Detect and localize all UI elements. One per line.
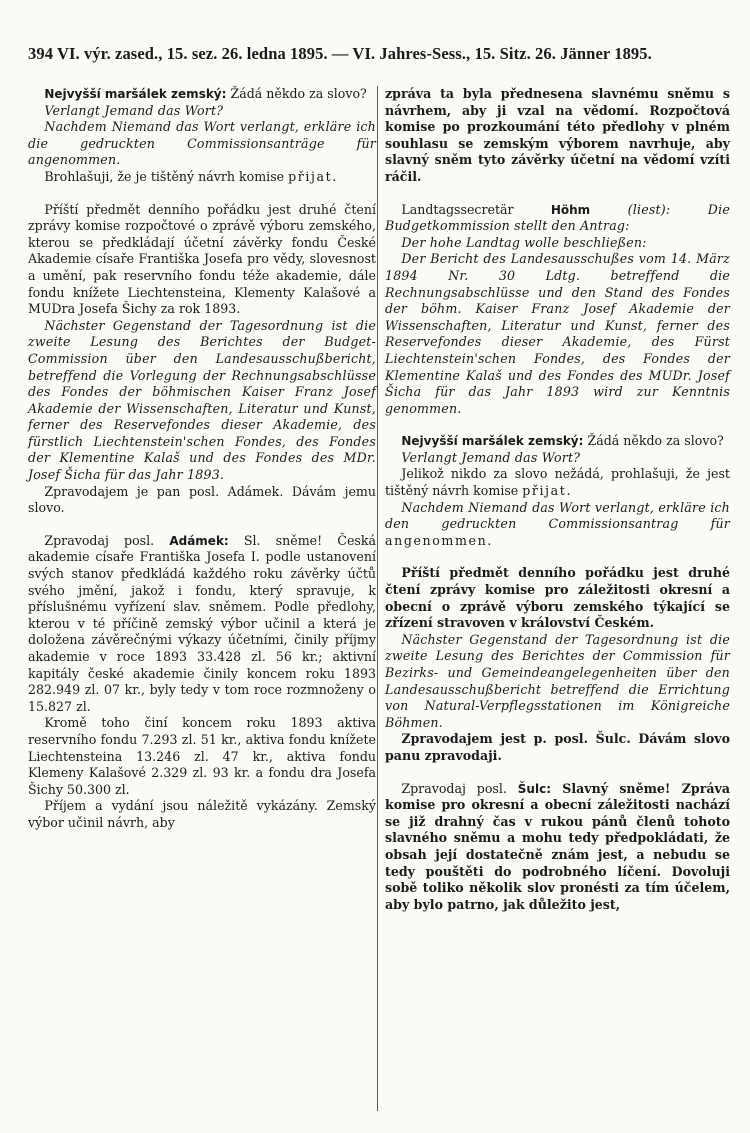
paragraph [385,466,730,499]
speaker-name: Šulc: [517,781,551,796]
paragraph [385,433,730,450]
paragraph [385,781,730,914]
left-column [28,86,376,832]
paragraph: zpráva ta byla přednesena slavnému sněmu s návrhem, aby ji vzal na vědomí. Rozpočtová komise po prozkoumání této předlohy v plném souhlasu se zemským výborem navrhuje, aby slavný sněm tyto závěrky účetní na vědomí vzíti ráčil. [385,86,730,184]
paragraph-text: Jelikož nikdo za slovo nežádá, prohlašuji, že jest tištěný návrh komise [385,466,730,499]
right-column [385,86,730,913]
speaker-name: Nejvyšší maršálek zemský: [401,434,584,449]
paragraph-text: Nachdem Niemand das Wort verlangt, erkläre ich den gedruckten Commissionsantrag für [385,499,730,532]
paragraph: Kromě toho činí koncem roku 1893 aktiva reservního fondu 7.293 zl. 51 kr., aktiva fondu knížete Liechtensteina 13.246 zl. 47 kr., aktiva fondu Klemeny Kalašové 2.329 zl. 93 kr. a fondu dra Josefa Šichy 50.300 zl. [28,715,376,797]
paragraph [385,500,730,550]
paragraph: Verlangt Jemand das Wort? [401,449,581,465]
paragraph-text: Sl. sněme! Česká akademie císaře Františka Josefa I. podle ustanovení svých stanov předkládá každého roku závěrky účtů svého jmění, jakož i fondu, který spravuje, k příslušnému vyřízení slav. sněmem. Podle předlohy, kterou v té příčině zemský výbor učinil a která je doložena závěrečnými výkazy účetními, činily příjmy akademie v roce 1893 33.428 zl. 56 kr.; aktivní kapitály české akademie činily koncem roku 1893 282.949 zl. 07 kr., byly tedy v tom roce rozmnoženy o 15.827 zl. [28,532,376,714]
page-header: 394 VI. výr. zased., 15. sez. 26. ledna 1895. — VI. Jahres-Sess., 15. Sitz. 26. Jänner 1895. [28,44,652,63]
paragraph [28,86,376,103]
speaker-name: Adámek: [169,533,229,548]
paragraph: Verlangt Jemand das Wort? [44,102,224,118]
paragraph: Nächster Gegenstand der Tagesordnung ist die zweite Lesung des Berichtes der Commission für Bezirks- und Gemeindeangelegenheiten über den Landesausschußbericht betreffend die Errichtung von Natural-Verpflegsstationen im Königreiche Böhmen. [385,631,730,730]
paragraph: Příští předmět denního pořádku jest druhé čtení zprávy komise pro záležitosti okresní a obecní o zprávě výboru zemského týkající se zřízení stravoven v království Českém. [385,565,730,631]
paragraph: Nächster Gegenstand der Tagesordnung ist die zweite Lesung des Berichtes der Budget-Commission über den Landesausschußbericht, betreffend die Vorlegung der Rechnungsabschlüsse des Fondes der böhmischen Kaiser Franz Josef Akademie der Wissenschaften, Literatur und Kunst, ferner des Reservefondes dieser Akademie, des fürstlich Liechtenstein'schen Fondes, des Fondes der Klementine Kalaš und des Fondes des MDr. Josef Šicha für das Jahr 1893. [28,317,376,483]
paragraph [28,533,376,716]
speaker-name: Nejvyšší maršálek zemský: [44,87,227,101]
paragraph: Der hohe Landtag wolle beschließen: [401,234,647,250]
speaker-name: Höhm [550,202,591,217]
paragraph-text: Žádá někdo za slovo? [226,86,367,101]
paragraph-text: Landtagssecretär [401,201,551,217]
emphasis-text: angenommen. [385,532,493,548]
paragraph-text: Slavný sněme! Zpráva komise pro okresní a obecní záležitosti nachází se již drahný čas v rukou pánů členů tohoto slavného sněmu a mohu tedy předpokládati, že obsah její dostatečně znám jest, a nebudu se tedy pouštěti do podrobného líčení. Dovoluji sobě toliko několik slov pronésti za tím účelem, aby bylo patrno, jak důležito jest, [385,780,730,912]
paragraph [385,202,730,235]
paragraph: Zpravodajem jest p. posl. Šulc. Dávám slovo panu zpravodaji. [385,731,730,763]
paragraph-text: Žádá někdo za slovo? [583,433,724,449]
paragraph [28,169,376,186]
paragraph-text: Zpravodaj posl. [401,780,518,796]
column-divider [377,86,378,1111]
emphasis-text: přijat. [522,483,573,499]
paragraph: Der Bericht des Landesausschußes vom 14. März 1894 Nr. 30 Ldtg. betreffend die Rechnungsabschlüsse und den Stand des Fondes der böhm. Kaiser Franz Josef Akademie der Wissenschaften, Literatur und Kunst, ferner des Reservefondes dieser Akademie, des Fürst Liechtenstein'schen Fondes, des Fondes der Klementine Kalaš und des Fondes des MUDr. Josef Šicha für das Jahr 1893 wird zur Kenntnis genommen. [385,251,730,416]
paragraph: Zpravodajem je pan posl. Adámek. Dávám jemu slovo. [28,483,376,516]
paragraph: Nachdem Niemand das Wort verlangt, erkläre ich die gedruckten Commissionsanträge für angenommen. [28,119,376,168]
emphasis-text: přijat. [288,168,338,184]
paragraph: Příští předmět denního pořádku jest druhé čtení zprávy komise rozpočtové o zprávě výboru zemského, kterou se předkládají účetní závěrky fondu České Akademie císaře Františka Josefa pro vědy, slovesnost a umění, pak reservního fondu téže akademie, dále fondu knížete Liechtensteina, Klementy Kalašové a MUDra Josefa Šichy za rok 1893. [28,201,376,317]
paragraph: Příjem a vydání jsou náležitě vykázány. Zemský výbor učinil návrh, aby [28,798,376,830]
paragraph-text: (liest): Die Budgetkommission stellt den Antrag: [385,201,730,234]
paragraph-text: Brohlašuji, že je tištěný návrh komise [44,168,289,184]
paragraph-text: Zpravodaj posl. [44,532,170,548]
